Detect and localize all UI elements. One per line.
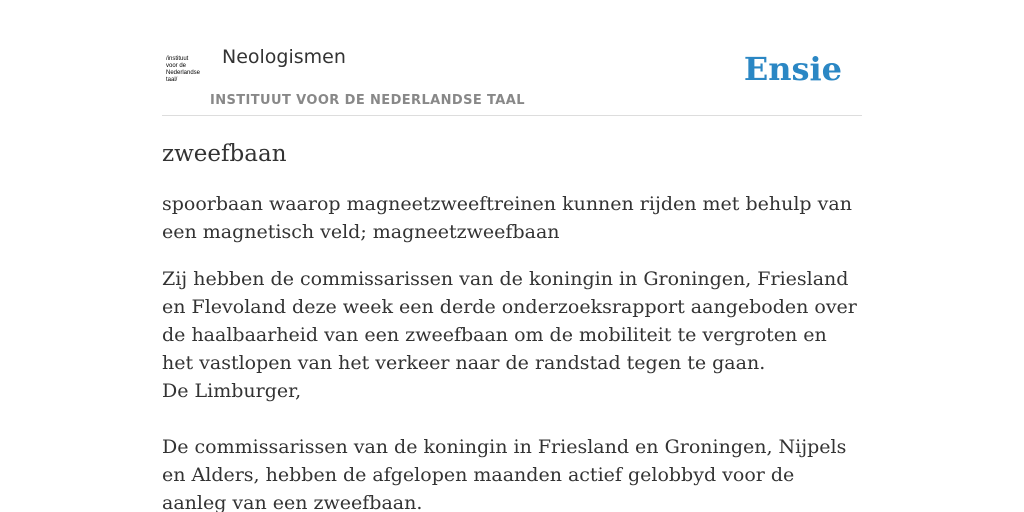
site-header [162,40,862,116]
site-title-link[interactable]: Neologismen [222,46,346,68]
example-text: Zij hebben de commissarissen van de koningin in Groningen, Friesland en Flevoland deze week een derde onderzoeksrapport aangeboden over de haalbaarheid van een zweefbaan om de mobiliteit te vergroten en het vastlopen van het verkeer naar de randstad tegen te gaan. [162,268,857,374]
ensie-brand-logo[interactable]: Ensie [743,50,842,88]
logo-line: taal/ [166,77,178,83]
logo-line: voor de [166,63,187,69]
entry-definition: spoorbaan waarop magneetzweeftreinen kunnen rijden met behulp van een magnetisch veld; magneetzweefbaan [162,193,852,243]
example-text: De commissarissen van de koningin in Friesland en Groningen, Nijpels en Alders, hebben de afgelopen maanden actief gelobbyd voor de aanleg van een zweefbaan. [162,436,847,512]
entry-content [162,138,862,512]
entry-term: zweefbaan [162,141,287,167]
site-subtitle: INSTITUUT VOOR DE NEDERLANDSE TAAL [210,93,525,108]
institute-logo[interactable] [166,56,206,84]
example-source: De Limburger, [162,380,302,402]
entry-example [162,265,862,512]
example-spacer [162,405,862,433]
logo-line: /instituut [166,56,189,62]
logo-line: Nederlandse [166,70,201,76]
